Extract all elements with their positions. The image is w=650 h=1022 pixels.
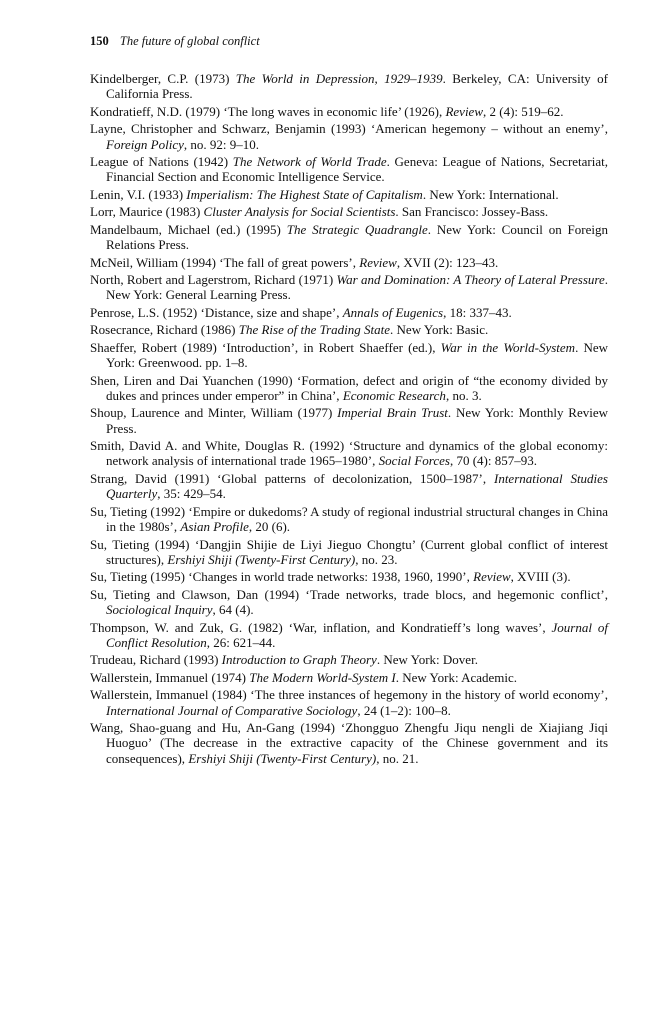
reference-title-italic: Ershiyi Shiji (Twenty-First Century) [188,750,377,766]
reference-title-italic: Review [359,254,397,270]
reference-title-italic: Foreign Policy [106,136,184,152]
reference-title-italic: The Strategic Quadrangle [286,221,428,237]
reference-title-italic: Imperialism: The Highest State of Capitalism [186,186,423,202]
reference-text: . New York: International. [422,186,559,202]
reference-title-italic: International Studies Quarterly [106,470,608,502]
reference-entry [90,71,608,102]
reference-text: Thompson, W. and Zuk, G. (1982) ‘War, inflation, and Kondratieff’s long waves’, [90,619,552,635]
reference-text: Kondratieff, N.D. (1979) ‘The long waves in economic life’ (1926), [90,103,446,119]
reference-entry [90,620,608,651]
reference-text: Smith, David A. and White, Douglas R. (1992) ‘Structure and dynamics of the global economy: network analysis of international trade 1965–1980’, [90,438,608,469]
reference-text: Su, Tieting (1992) ‘Empire or dukedoms? A study of regional industrial structural changes in China in the 1980s’, [90,503,608,535]
reference-title-italic: Social Forces [378,453,450,469]
reference-title-italic: The Rise of the Trading State [238,322,391,338]
reference-entry [90,322,608,337]
reference-entry [90,255,608,270]
reference-title-italic: Economic Research [342,387,446,403]
reference-text: , 70 (4): 857–93. [449,453,537,469]
reference-entry [90,340,608,371]
reference-title-italic: Imperial Brain Trust [337,405,448,421]
reference-entry [90,373,608,404]
reference-entry [90,204,608,219]
reference-text: North, Robert and Lagerstrom, Richard (1971) [90,272,337,288]
reference-title-italic: Sociological Inquiry [106,602,213,618]
reference-entry [90,652,608,667]
reference-title-italic: The World in Depression, 1929–1939 [235,71,443,86]
reference-text: . New York: Dover. [376,652,478,668]
reference-text: . Geneva: League of Nations, Secretariat, Financial Section and Economic Intelligence Service. [106,154,608,185]
reference-text: , 35: 429–54. [157,486,226,502]
reference-title-italic: Review [445,103,484,119]
reference-title-italic: Cluster Analysis for Social Scientists [203,204,396,220]
reference-entry [90,471,608,502]
reference-entry [90,569,608,584]
reference-text: Trudeau, Richard (1993) [90,652,222,668]
reference-text: Wallerstein, Immanuel (1974) [90,669,250,685]
reference-entry [90,305,608,320]
reference-text: . New York: Greenwood. pp. 1–8. [106,339,609,371]
reference-text: Lenin, V.I. (1933) [90,186,187,202]
reference-entry [90,104,608,119]
reference-entry [90,272,608,303]
reference-title-italic: War and Domination: A Theory of Lateral Pressure [336,272,605,288]
reference-text: , 26: 621–44. [206,634,276,650]
running-title: The future of global conflict [119,34,260,48]
reference-text: , 20 (6). [248,519,291,535]
reference-text: . New York: Academic. [395,669,518,685]
reference-title-italic: Asian Profile [180,519,249,535]
reference-text: Shoup, Laurence and Minter, William (1977) [90,405,338,421]
reference-entry [90,537,608,568]
reference-title-italic: Annals of Eugenics [342,304,444,320]
reference-text: , no. 3. [445,387,482,403]
reference-text: McNeil, William (1994) ‘The fall of great powers’, [90,254,360,270]
reference-entry [90,222,608,253]
reference-entry [90,687,608,718]
reference-entry [90,154,608,185]
reference-entry [90,720,608,766]
running-head [90,34,608,49]
reference-text: , no. 23. [355,551,398,567]
reference-entry [90,504,608,535]
reference-text: . Berkeley, CA: University of California Press. [106,71,608,102]
reference-text: Shaeffer, Robert (1989) ‘Introduction’, in Robert Shaeffer (ed.), [90,339,441,355]
reference-title-italic: Ershiyi Shiji (Twenty-First Century) [167,551,356,567]
reference-text: , 24 (1–2): 100–8. [357,702,451,718]
reference-title-italic: Journal of Conflict Resolution [106,619,608,650]
reference-title-italic: Review [473,569,511,585]
reference-text: . San Francisco: Jossey-Bass. [395,204,549,220]
page-number: 150 [90,34,109,48]
reference-text: . New York: Monthly Review Press. [106,405,608,436]
reference-text: League of Nations (1942) [90,154,233,170]
reference-text: , 64 (4). [212,602,254,618]
reference-title-italic: International Journal of Comparative Sociology [106,702,358,718]
reference-text: Kindelberger, C.P. (1973) [90,71,236,86]
book-page [90,34,608,768]
reference-text: Penrose, L.S. (1952) ‘Distance, size and shape’, [90,304,343,320]
reference-text: Layne, Christopher and Schwarz, Benjamin (1993) ‘American hegemony – without an enemy’, [90,121,608,137]
reference-entry [90,405,608,436]
reference-text: , XVIII (3). [510,569,571,585]
reference-text: Su, Tieting (1994) ‘Dangjin Shijie de Liyi Jieguo Chongtu’ (Current global conflict of interest structures), [90,536,608,567]
reference-text: , 2 (4): 519–62. [483,103,564,119]
reference-text: Su, Tieting (1995) ‘Changes in world trade networks: 1938, 1960, 1990’, [90,569,474,585]
reference-text: Wallerstein, Immanuel (1984) ‘The three instances of hegemony in the history of world economy’, [90,687,608,703]
reference-text: Wang, Shao-guang and Hu, An-Gang (1994) ‘Zhongguo Zhengfu Jiqu nengli de Xiajiang Jiqi Huoguo’ (The decrease in the extractive capacity of the Chinese government and its consequences), [90,720,608,766]
reference-title-italic: The Network of World Trade [232,154,387,170]
reference-text: Mandelbaum, Michael (ed.) (1995) [90,221,287,237]
reference-title-italic: The Modern World-System I [249,669,396,685]
reference-entry [90,438,608,469]
reference-text: . New York: Council on Foreign Relations Press. [106,221,608,253]
reference-text: Strang, David (1991) ‘Global patterns of decolonization, 1500–1987’, [90,470,494,486]
reference-title-italic: War in the World-System [440,339,576,355]
reference-text: . New York: General Learning Press. [106,272,608,303]
reference-entry [90,587,608,618]
reference-list [90,71,608,766]
reference-text: , no. 21. [376,750,419,766]
reference-entry [90,121,608,152]
reference-text: Rosecrance, Richard (1986) [90,322,239,338]
reference-text: , no. 92: 9–10. [183,136,259,152]
reference-text: , 18: 337–43. [443,304,512,320]
reference-text: Su, Tieting and Clawson, Dan (1994) ‘Trade networks, trade blocs, and hegemonic conflict’, [90,586,608,602]
reference-text: Lorr, Maurice (1983) [90,204,204,220]
reference-text: . New York: Basic. [390,322,489,338]
reference-entry [90,187,608,202]
reference-text: Shen, Liren and Dai Yuanchen (1990) ‘Formation, defect and origin of “the economy divided by dukes and princes under emperor” in China’, [90,372,608,403]
reference-entry [90,670,608,685]
reference-text: , XVII (2): 123–43. [396,254,499,270]
reference-title-italic: Introduction to Graph Theory [221,652,377,668]
